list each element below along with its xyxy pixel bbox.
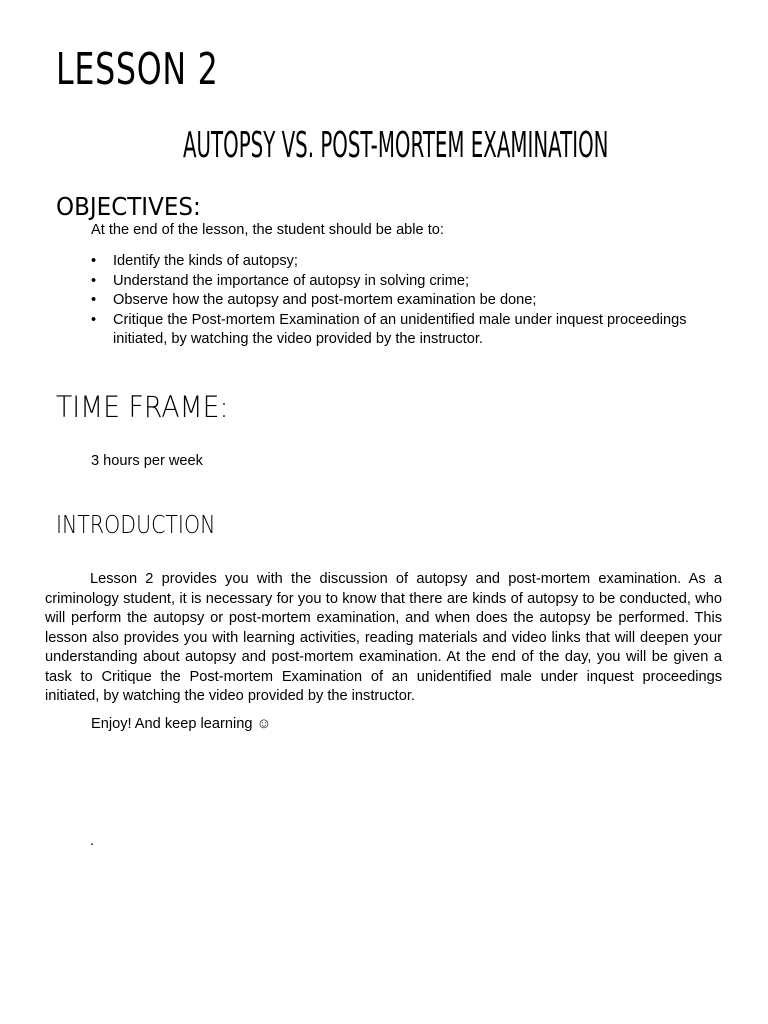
lesson-title: LESSON 2 bbox=[56, 44, 219, 95]
objective-text: Observe how the autopsy and post-mortem examination be done; bbox=[113, 292, 537, 308]
time-frame-value: 3 hours per week bbox=[91, 453, 203, 469]
closing-line: Enjoy! And keep learning ☺ bbox=[91, 716, 272, 732]
objective-item bbox=[91, 311, 721, 350]
objectives-lead-text: At the end of the lesson, the student should be able to: bbox=[91, 222, 444, 238]
objective-text: Understand the importance of autopsy in solving crime; bbox=[113, 272, 470, 289]
lesson-subtitle: AUTOPSY VS. POST-MORTEM EXAMINATION bbox=[183, 125, 609, 166]
bullet-icon: • bbox=[91, 253, 97, 269]
objectives-list bbox=[91, 252, 721, 350]
bullet-icon: • bbox=[91, 311, 97, 328]
objective-item bbox=[91, 272, 721, 292]
objectives-heading: OBJECTIVES: bbox=[56, 192, 201, 221]
time-frame-heading: TIME FRAME: bbox=[56, 390, 229, 424]
bullet-icon: • bbox=[91, 272, 97, 289]
objective-item bbox=[91, 252, 721, 272]
objective-text: Critique the Post-mortem Examination of an unidentified male under inquest proceedings initiated, by watching the video provided by the instructor. bbox=[113, 311, 687, 347]
introduction-paragraph: Lesson 2 provides you with the discussion of autopsy and post-mortem examination. As a criminology student, it is necessary for you to know that there are kinds of autopsy to be conducted, who will perform the autopsy or post-mortem examination, and when does the autopsy be performed. This lesson also provides you with learning activities, reading materials and video links that will deepen your understanding about autopsy and post-mortem examination. At the end of the day, you will be given a task to Critique the Post-mortem Examination of an unidentified male under inquest proceedings initiated, by watching the video provided by the instructor. bbox=[45, 571, 722, 704]
trailing-period: . bbox=[90, 833, 95, 849]
introduction-heading: INTRODUCTION bbox=[56, 510, 216, 539]
bullet-icon: • bbox=[91, 292, 97, 308]
objective-text: Identify the kinds of autopsy; bbox=[113, 253, 298, 269]
objective-item bbox=[91, 291, 721, 311]
